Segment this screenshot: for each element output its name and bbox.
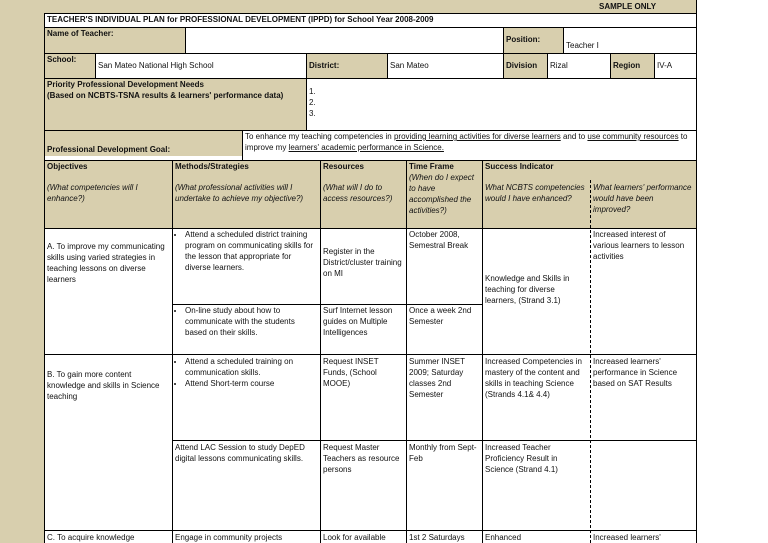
grid-line <box>44 160 696 161</box>
priority-needs-list <box>306 78 696 130</box>
header-success <box>482 160 696 228</box>
row-b-success-learners: Increased learners' performance in Science based on SAT Results <box>593 357 678 388</box>
row-a-time-2: Once a week 2nd Semester <box>409 306 472 326</box>
grid-line <box>547 53 548 78</box>
grid-line <box>95 53 96 78</box>
header-objectives-title: Objectives <box>47 162 88 171</box>
school-value: San Mateo National High School <box>98 61 214 70</box>
header-resources-sub: (What will I do to access resources?) <box>323 183 393 203</box>
goal-text-part: To enhance my teaching competencies in <box>245 132 394 141</box>
row-c-success-learners: Increased learners' <box>593 533 661 542</box>
grid-line <box>185 27 186 53</box>
grid-line <box>172 304 482 305</box>
grid-line <box>44 228 696 229</box>
grid-line <box>503 27 504 78</box>
header-resources <box>320 160 406 228</box>
header-methods-title: Methods/Strategies <box>175 162 249 171</box>
goal-text-underlined: learners' academic performance in Science. <box>288 143 444 152</box>
division-label: Division <box>503 53 547 78</box>
position-value: Teacher I <box>566 41 599 50</box>
row-a-time-1: October 2008, Semestral Break <box>409 230 469 250</box>
goal-text-underlined: providing learning activities for diverse learners <box>393 132 561 141</box>
goal-text <box>242 130 696 156</box>
row-a-objective: A. To improve my communicating skills using varied strategies in teaching lessons on diverse learners <box>47 242 165 284</box>
grid-line <box>482 160 483 543</box>
goal-label: Professional Development Goal: <box>44 130 242 156</box>
row-b-success-3: Increased Teacher Proficiency Result in Science (Strand 4.1) <box>485 443 558 474</box>
goal-text-underlined: use community resources <box>587 132 679 141</box>
district-label: District: <box>306 53 387 78</box>
header-methods-sub: (What professional activities will I undertake to achieve my objective?) <box>175 183 304 203</box>
grid-line <box>172 440 696 441</box>
need-item: 2. <box>309 98 316 107</box>
row-b-method-1 <box>172 355 320 395</box>
document-title: TEACHER'S INDIVIDUAL PLAN for PROFESSIONAL DEVELOPMENT (IPPD) for School Year 2008-2009 <box>47 15 434 24</box>
row-a-resource-1: Register in the District/cluster training on MI <box>323 247 402 278</box>
row-c-success-ncbts: Enhanced <box>485 533 522 542</box>
sample-only-label: SAMPLE ONLY <box>599 2 657 11</box>
school-label: School: <box>44 53 95 78</box>
row-a-method-1 <box>172 228 320 304</box>
grid-line <box>44 354 696 355</box>
grid-line <box>406 160 407 543</box>
row-c-objective: C. To acquire knowledge <box>47 533 135 542</box>
priority-title: Priority Professional Development Needs <box>47 80 204 89</box>
grid-line <box>44 13 45 543</box>
row-b-time-1: Summer INSET 2009; Saturday classes 2nd Semester <box>409 357 465 399</box>
priority-subtitle: (Based on NCBTS-TSNA results & learners' performance data) <box>47 91 284 100</box>
grid-line <box>44 130 696 131</box>
grid-line <box>172 160 173 543</box>
grid-line <box>320 160 321 543</box>
grid-line <box>242 130 243 160</box>
grid-line <box>44 13 696 14</box>
name-label: Name of Teacher: <box>44 27 185 53</box>
header-timeframe-title: Time Frame <box>409 162 454 171</box>
row-a-method-2 <box>172 304 320 352</box>
header-methods <box>172 160 320 228</box>
region-value: IV-A <box>657 61 673 70</box>
right-border <box>696 0 697 543</box>
grid-line <box>44 78 696 79</box>
goal-text-part: to improve my <box>245 132 688 152</box>
goal-text-part: and to <box>560 132 588 141</box>
district-value: San Mateo <box>390 61 429 70</box>
row-a-method-1-text: • Attend a scheduled district training program on communicating skills for the lesson that appropriate for diverse learners. <box>185 229 317 273</box>
grid-line <box>654 53 655 78</box>
position-label: Position: <box>503 27 563 53</box>
row-c-resource: Look for available <box>323 533 386 542</box>
row-b-method-1b-text: • Attend Short-term course <box>185 378 317 389</box>
grid-line <box>387 53 388 78</box>
division-value: Rizal <box>550 61 568 70</box>
row-c-method: Engage in community projects <box>175 533 283 542</box>
header-timeframe-sub: (When do I expect to have accomplished the activities?) <box>409 173 474 215</box>
header-objectives-sub: (What competencies will I enhance?) <box>47 183 138 203</box>
grid-line <box>306 53 307 130</box>
row-b-time-2: Monthly from Sept- Feb <box>409 443 477 463</box>
row-b-objective: B. To gain more content knowledge and skills in Science teaching <box>47 370 160 401</box>
grid-line <box>44 27 696 28</box>
header-success-title: Success Indicator <box>485 162 554 171</box>
row-b-resource-1: Request INSET Funds, (School MOOE) <box>323 357 379 388</box>
row-a-method-2-text: • On-line study about how to communicate with the students based on their skills. <box>185 305 317 338</box>
grid-line <box>610 53 611 78</box>
grid-line <box>44 530 696 531</box>
row-b-success-ncbts: Increased Competencies in mastery of the content and skills in teaching Science (Strands 4.1& 4.4) <box>485 357 582 399</box>
region-label: Region <box>610 53 654 78</box>
row-b-method-2: Attend LAC Session to study DepED digital lessons communicating skills. <box>175 443 305 463</box>
row-b-resource-2: Request Master Teachers as resource persons <box>323 443 400 474</box>
row-a-resource-2: Surf Internet lesson guides on Multiple Intelligences <box>323 306 393 337</box>
header-timeframe <box>406 160 482 228</box>
grid-line <box>44 53 696 54</box>
row-a-success-ncbts: Knowledge and Skills in teaching for diverse learners, (Strand 3.1) <box>485 274 570 305</box>
row-a-success-learners: Increased interest of various learners to lesson activities <box>593 230 685 261</box>
grid-line <box>563 27 564 53</box>
row-b-method-1-text: • Attend a scheduled training on communication skills. <box>185 356 317 378</box>
row-c-time: 1st 2 Saturdays <box>409 533 465 542</box>
header-success-sub2: What learners' performance would have been improved? <box>593 183 692 214</box>
priority-needs-label <box>44 78 306 130</box>
grid-line-dashed <box>590 180 591 543</box>
name-value <box>185 27 503 53</box>
need-item: 1. <box>309 87 316 96</box>
header-objectives <box>44 160 172 228</box>
header-success-sub1: What NCBTS competencies would I have enhanced? <box>485 183 585 203</box>
left-margin-band <box>0 0 44 543</box>
header-resources-title: Resources <box>323 162 364 171</box>
need-item: 3. <box>309 109 316 118</box>
